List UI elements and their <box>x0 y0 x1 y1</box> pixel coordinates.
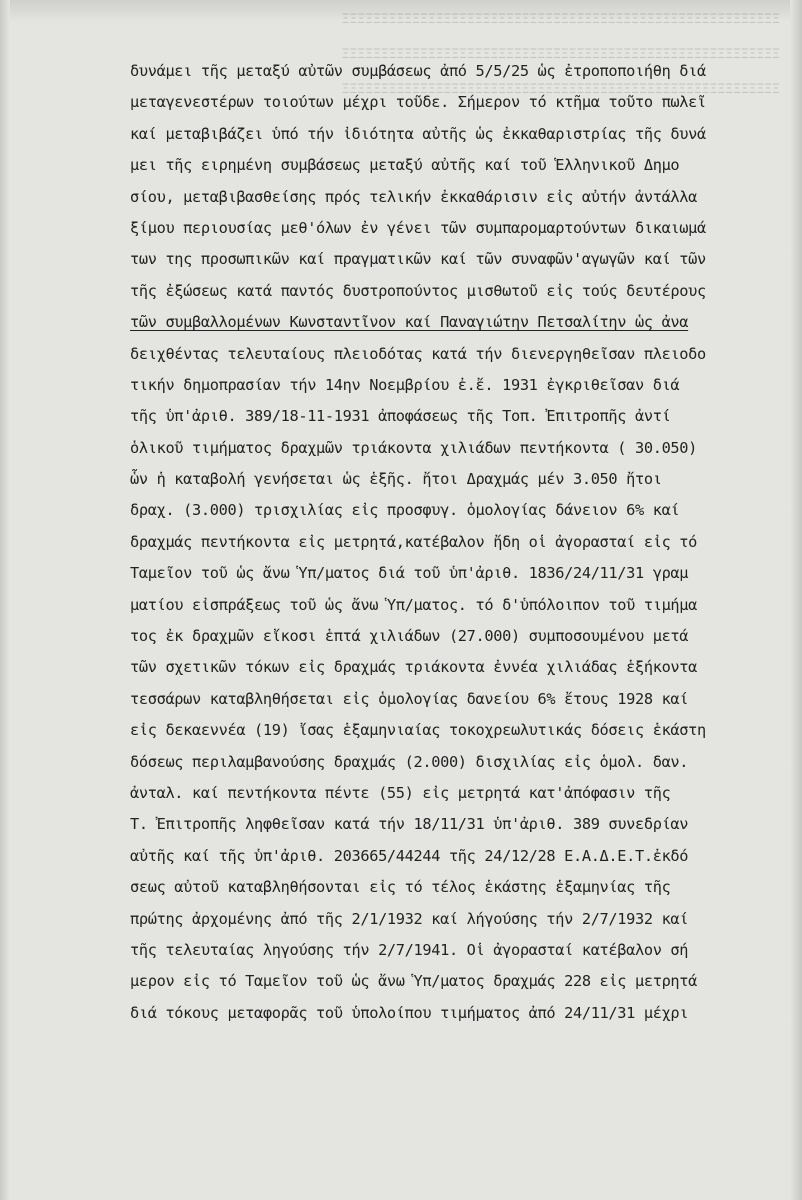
text-line: τῆς τελευταίας ληγούσης τήν 2/7/1941. Οἱ ἀγορασταί κατέβαλον σή <box>130 940 689 959</box>
text-line: τῶν σχετικῶν τόκων εἰς δραχμάς τριάκοντα ἐννέα χιλιάδας ἑξήκοντα <box>130 658 698 677</box>
typed-text-body <box>130 56 780 1029</box>
page-edge-shadow <box>790 0 802 1200</box>
text-line: ὁλικοῦ τιμήματος δραχμῶν τριάκοντα χιλιάδων πεντήκοντα ( 30.050) <box>130 438 698 457</box>
text-line: δυνάμει τῆς μεταξύ αὐτῶν συμβάσεως ἀπό 5/5/25 ὡς ἐτροποποιήθη διά <box>130 62 706 80</box>
text-line: ματίου εἰσπράξεως τοῦ ὡς ἄνω Ὑπ/ματος. τό δ'ὑπόλοιπον τοῦ τιμήμα <box>130 595 698 614</box>
text-line: τῆς ὑπ'ἀριθ. 389/18-11-1931 ἀποφάσεως τῆς Τοπ. Ἐπιτροπῆς ἀντί <box>130 407 671 426</box>
text-line: δόσεως περιλαμβανούσης δραχμάς (2.000) δισχιλίας εἰς ὁμολ. δαν. <box>130 752 689 771</box>
text-line: δειχθέντας τελευταίους πλειοδότας κατά τήν διενεργηθεῖσαν πλειοδο <box>130 344 706 363</box>
text-line: σεως αὐτοῦ καταβληθήσονται εἰς τό τέλος ἑκάστης ἑξαμηνίας τῆς <box>130 878 671 897</box>
page-edge-shadow <box>0 0 10 1200</box>
text-line: μει τῆς ειρημένη συμβάσεως μεταξύ αὐτῆς καί τοῦ Ἑλληνικοῦ Δημο <box>130 156 680 175</box>
text-line: ὧν ἡ καταβολή γενήσεται ὡς ἑξῆς. ἤτοι Δραχμάς μέν 3.050 ἤτοι <box>130 470 662 489</box>
text-line: δραχ. (3.000) τρισχιλίας εἰς προσφυγ. ὁμολογίας δάνειον 6% καί <box>130 501 680 520</box>
text-line: τῆς ἐξώσεως κατά παντός δυστροπούντος μισθωτοῦ εἰς τούς δευτέρους <box>130 281 706 300</box>
text-line: δραχμάς πεντήκοντα εἰς μετρητά,κατέβαλον ἤδη οἱ ἀγορασταί εἰς τό <box>130 532 698 551</box>
text-line: των της προσωπικῶν καί πραγματικῶν καί τῶν συναφῶν'αγωγῶν καί τῶν <box>130 250 706 269</box>
text-line-underlined: τῶν συμβαλλομένων Κωνσταντῖνον καί Παναγιώτην Πετσαλίτην ὡς ἀνα <box>130 313 689 332</box>
text-line: σίου, μεταβιβασθείσης πρός τελικήν ἐκκαθάρισιν εἰς αὐτήν ἀντάλλα <box>130 187 698 206</box>
text-line: ἀνταλ. καί πεντήκοντα πέντε (55) εἰς μετρητά κατ'ἀπόφασιν τῆς <box>130 783 671 802</box>
text-line: Ταμεῖον τοῦ ὡς ἄνω Ὑπ/ματος διά τοῦ ὑπ'ἀριθ. 1836/24/11/31 γραμ <box>130 564 689 583</box>
text-line: τος ἐκ δραχμῶν εἴκοσι ἑπτά χιλιάδων (27.000) συμποσουμένου μετά <box>130 627 689 646</box>
text-line: εἰς δεκαεννέα (19) ἴσας ἑξαμηνιαίας τοκοχρεωλυτικάς δόσεις ἑκάστη <box>130 721 706 740</box>
text-line: μερον εἰς τό Ταμεῖον τοῦ ὡς ἄνω Ὑπ/ματος δραχμάς 228 εἰς μετρητά <box>130 972 698 991</box>
text-line: αὐτῆς καί τῆς ὑπ'ἀριθ. 203665/44244 τῆς 24/12/28 Ε.Α.Δ.Ε.Τ.ἐκδό <box>130 846 689 865</box>
text-line: Τ. Ἐπιτροπῆς ληφθεῖσαν κατά τήν 18/11/31 ὑπ'ἀριθ. 389 συνεδρίαν <box>130 815 689 834</box>
text-line: ξίμου περιουσίας μεθ'όλων ἐν γένει τῶν συμπαρομαρτούντων δικαιωμά <box>130 218 706 237</box>
text-line: διά τόκους μεταφορᾶς τοῦ ὑπολοίπου τιμήματος ἀπό 24/11/31 μέχρι <box>130 1003 689 1022</box>
text-line: τεσσάρων καταβληθήσεται εἰς ὁμολογίας δανείου 6% ἔτους 1928 καί <box>130 689 689 708</box>
text-line: πρώτης ἀρχομένης ἀπό τῆς 2/1/1932 καί λήγούσης τήν 2/7/1932 καί <box>130 909 689 928</box>
text-line: μεταγενεστέρων τοιούτων μέχρι τοῦδε. Σήμερον τό κτῆμα τοῦτο πωλεῖ <box>130 93 706 112</box>
bleed-through-texture: ΞΞΞΞΞΞΞΞΞΞΞΞΞΞΞΞΞΞΞΞΞΞΞΞΞΞΞΞΞΞΞΞΞΞΞΞΞΞΞΞΞΞΞΞΞΞΞΞΞΞΞΞΞΞΞΞ ΞΞΞΞΞΞΞΞΞΞΞΞΞΞΞΞΞΞΞΞΞΞΞΞΞΞΞΞΞΞΞΞΞΞΞΞΞΞΞΞΞΞΞΞΞΞΞΞΞΞΞΞΞΞΞΞ ΞΞΞΞΞΞΞΞΞΞΞΞΞΞΞΞΞΞΞΞΞΞΞΞΞΞΞΞΞΞΞΞΞΞΞΞΞΞΞΞΞΞΞΞΞΞΞΞΞΞΞΞΞΞΞΞ <box>341 12 780 97</box>
text-line: τικήν δημοπρασίαν τήν 14ην Νοεμβρίου ἐ.ἔ. 1931 ἐγκριθεῖσαν διά <box>130 375 680 394</box>
text-line: καί μεταβιβάζει ὑπό τήν ἰδιότητα αὐτῆς ὡς ἐκκαθαριστρίας τῆς δυνά <box>130 124 706 143</box>
